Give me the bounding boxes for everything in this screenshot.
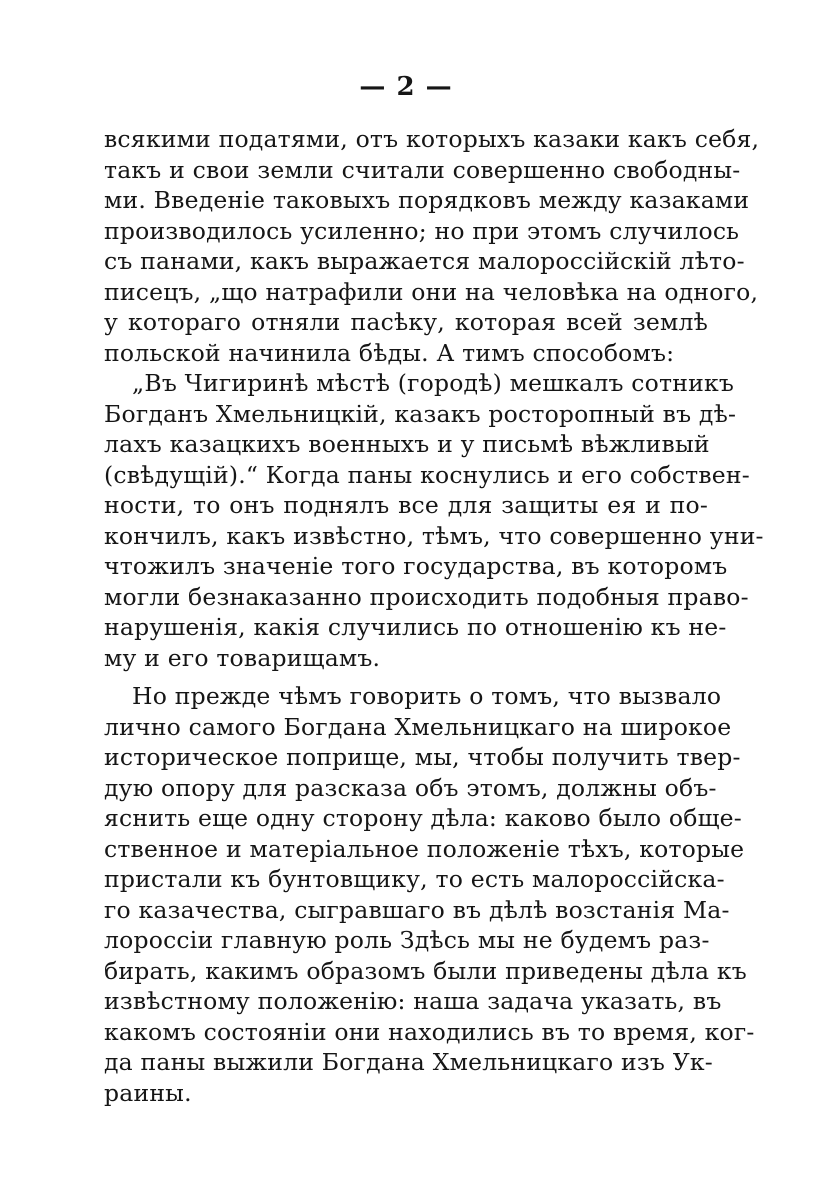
- text-line: польской начинила бѣды. А тимъ способомъ:: [104, 338, 675, 367]
- text-line: Богданъ Хмельницкій, казакъ росторопный въ дѣ-: [104, 399, 737, 428]
- text-line: съ панами, какъ выражается малороссійскій лѣто-: [104, 247, 745, 275]
- page-number: — 2 —: [359, 72, 453, 102]
- text-line: яснить еще одну сторону дѣла: каково было обще-: [104, 804, 742, 832]
- text-line: бирать, какимъ образомъ были приведены дѣла къ: [104, 956, 747, 985]
- text-line: „Въ Чигиринѣ мѣстѣ (городѣ) мешкалъ сотникъ: [132, 369, 734, 397]
- text-line: историческое поприще, мы, чтобы получить твер-: [104, 743, 741, 771]
- text-line: да паны выжили Богдана Хмельницкаго изъ Ук-: [104, 1048, 713, 1076]
- text-line: (свѣдущій).“ Когда паны коснулись и его собствен-: [104, 460, 750, 489]
- text-line: пристали къ бунтовщику, то есть малороссійска-: [104, 865, 725, 893]
- text-line: дую опору для разсказа объ этомъ, должны объ-: [104, 773, 717, 802]
- text-line: могли безнаказанно происходить подобныя право-: [104, 582, 749, 611]
- text-line: ственное и матеріальное положеніе тѣхъ, которые: [104, 834, 745, 863]
- text-line: всякими податями, отъ которыхъ казаки какъ себя,: [104, 125, 760, 153]
- text-line: му и его товарищамъ.: [104, 643, 381, 672]
- text-line: писецъ, „що натрафили они на человѣка на одного,: [104, 277, 759, 306]
- text-line: раины.: [104, 1078, 192, 1107]
- text-line: производилось усиленно; но при этомъ случилось: [104, 216, 740, 245]
- text-line: Но прежде чѣмъ говорить о томъ, что вызвало: [132, 682, 722, 710]
- text-line: ности, то онъ поднялъ все для защиты ея и по-: [104, 491, 708, 519]
- body-text: [104, 124, 764, 1108]
- text-line: извѣстному положенію: наша задача указать, въ: [104, 987, 722, 1015]
- text-line: го казачества, сыгравшаго въ дѣлѣ возстанія Ма-: [104, 895, 730, 924]
- paragraph-3: [104, 681, 755, 1108]
- text-line: ми. Введеніе таковыхъ порядковъ между казаками: [104, 186, 750, 214]
- text-line: такъ и свои земли считали совершенно свободны-: [104, 155, 741, 184]
- text-line: кончилъ, какъ извѣстно, тѣмъ, что совершенно уни-: [104, 521, 764, 550]
- paragraph-1: [104, 124, 760, 368]
- text-line: лично самого Богдана Хмельницкаго на широкое: [104, 712, 732, 741]
- text-line: чтожилъ значеніе того государства, въ которомъ: [104, 552, 728, 580]
- text-line: у котораго отняли пасѣку, которая всей землѣ: [104, 308, 708, 336]
- text-line: лороссіи главную роль Здѣсь мы не будемъ раз-: [104, 926, 710, 954]
- paragraph-2: [104, 368, 764, 673]
- text-line: какомъ состояніи они находились въ то время, ког-: [104, 1017, 755, 1046]
- text-line: лахъ казацкихъ военныхъ и у письмѣ вѣжливый: [104, 430, 710, 458]
- paragraph-gap: [104, 673, 708, 681]
- text-line: нарушенія, какія случились по отношенію къ не-: [104, 613, 727, 641]
